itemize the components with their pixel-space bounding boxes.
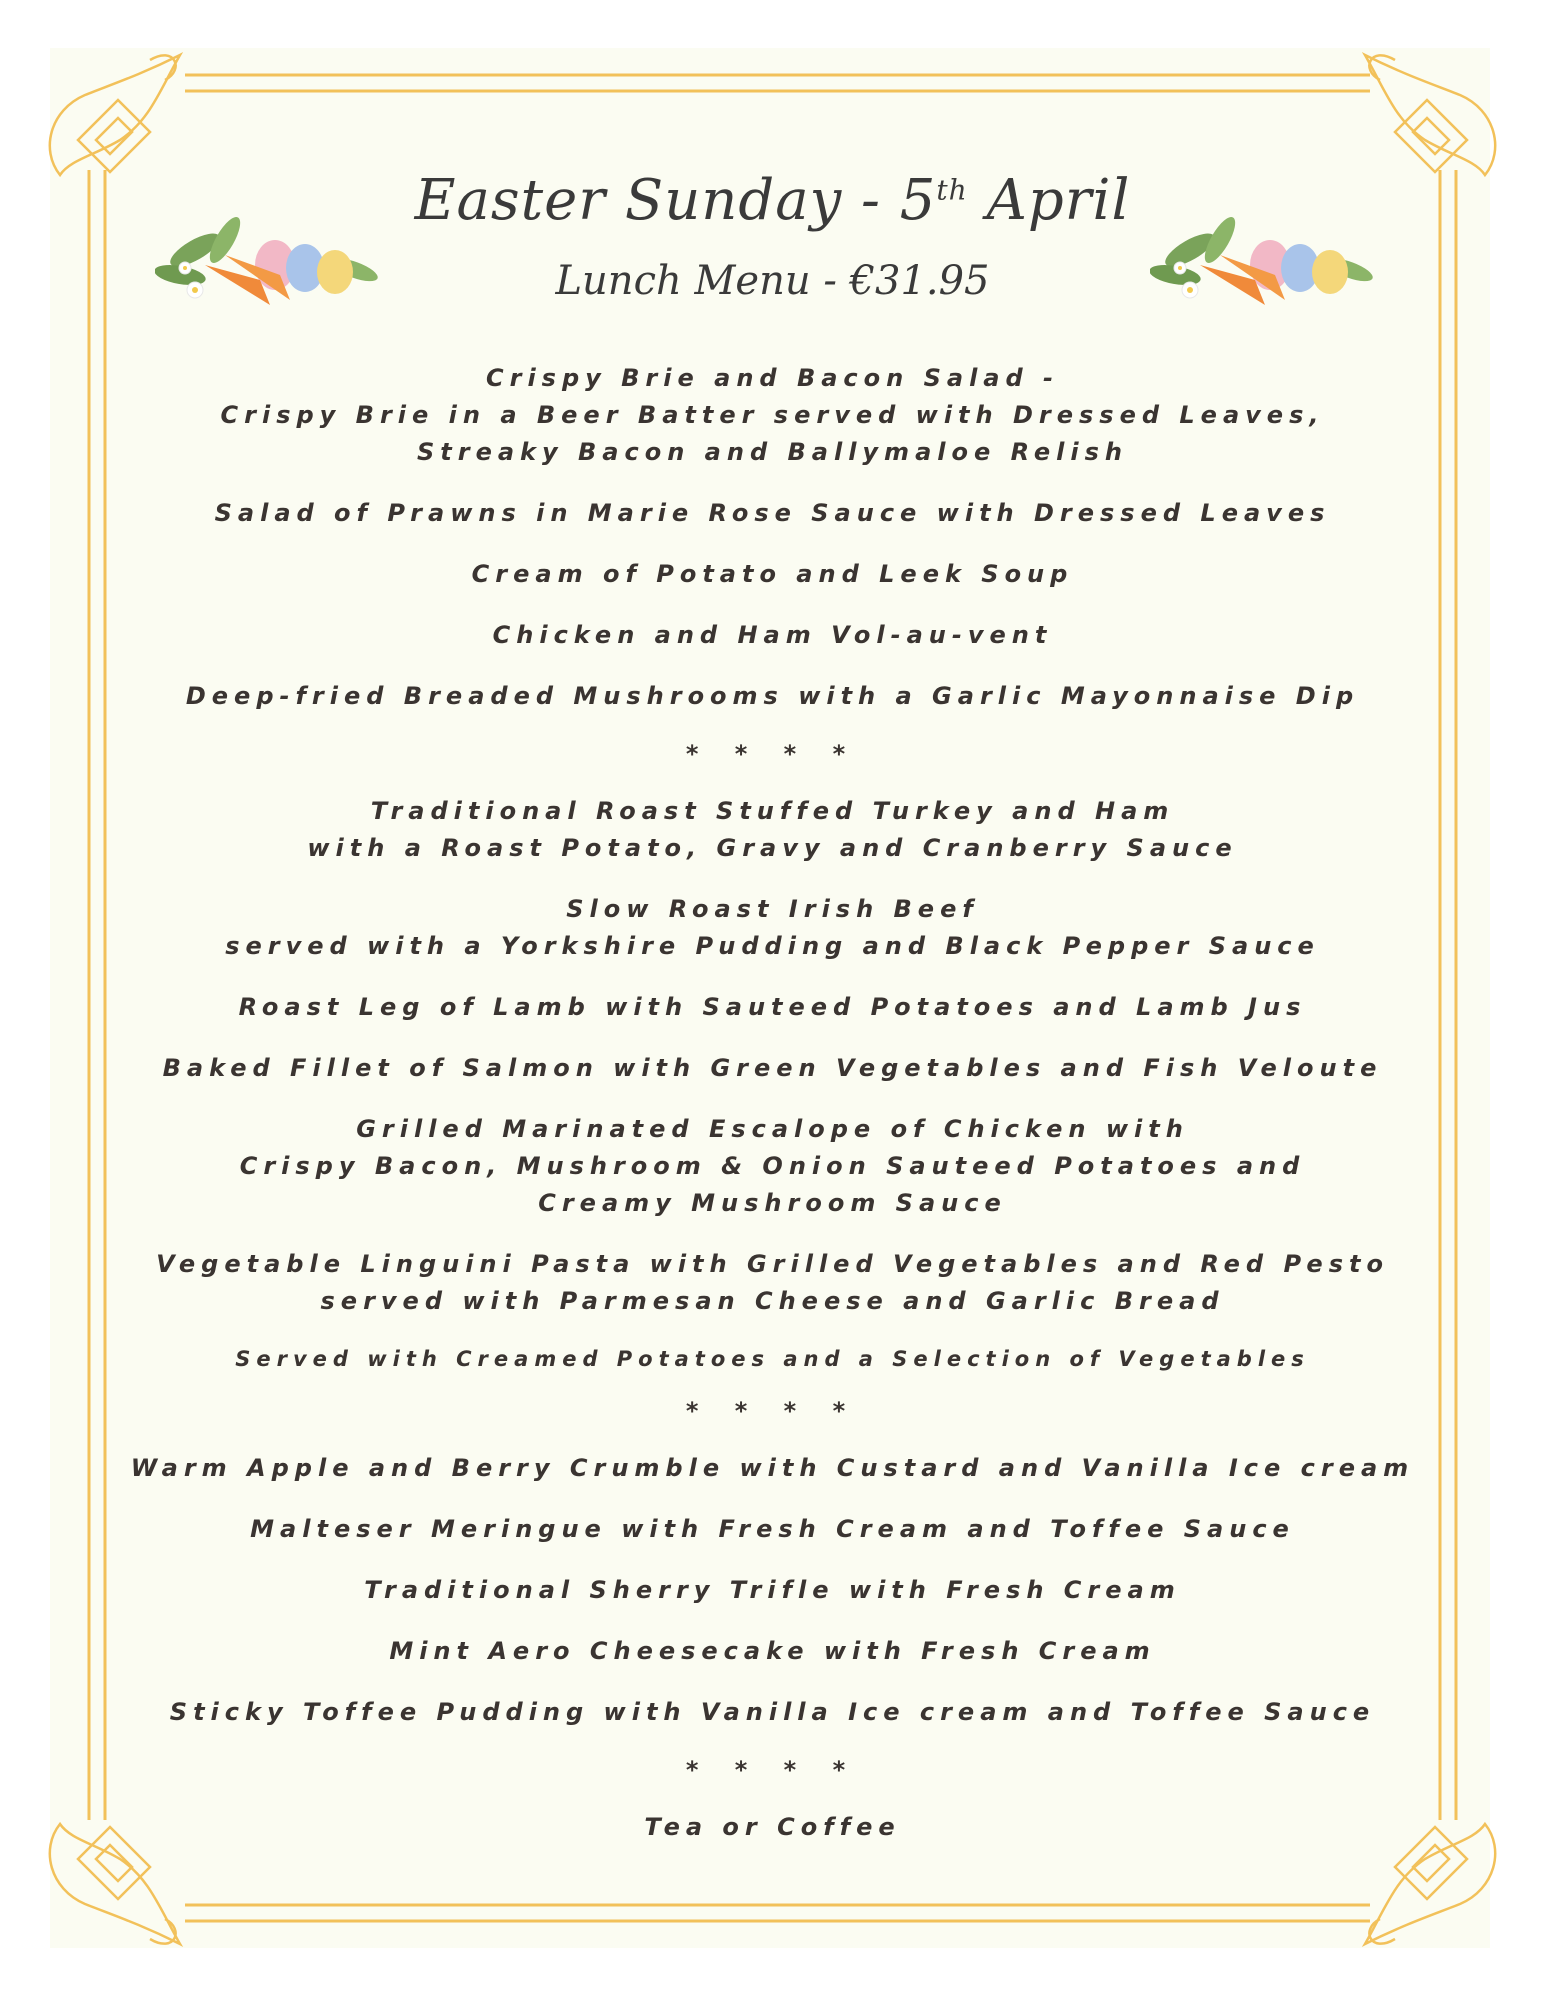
- dessert-item-line: Malteser Meringue with Fresh Cream and Toffee Sauce: [250, 1515, 1295, 1543]
- main-item: [120, 793, 1425, 867]
- title-end: April: [967, 168, 1131, 233]
- starter-item-line: Chicken and Ham Vol-au-vent: [492, 621, 1053, 649]
- starter-item-line: Cream of Potato and Leek Soup: [471, 560, 1074, 588]
- starter-item: [120, 678, 1425, 715]
- main-item: [120, 891, 1425, 965]
- main-item: [120, 1111, 1425, 1222]
- mains-note: Served with Creamed Potatoes and a Selection of Vegetables: [235, 1347, 1310, 1371]
- closing-item: Tea or Coffee: [644, 1813, 901, 1841]
- starter-item-line: Crispy Brie in a Beer Batter served with Dressed Leaves,: [220, 401, 1325, 429]
- main-item: [120, 1050, 1425, 1087]
- main-item-line: served with Parmesan Cheese and Garlic Bread: [320, 1287, 1225, 1315]
- section-separator: * * * *: [685, 1756, 860, 1784]
- starter-item-line: Salad of Prawns in Marie Rose Sauce with Dressed Leaves: [214, 499, 1331, 527]
- starter-item: [120, 360, 1425, 471]
- main-item-line: Vegetable Linguini Pasta with Grilled Vegetables and Red Pesto: [156, 1250, 1389, 1278]
- dessert-item-line: Mint Aero Cheesecake with Fresh Cream: [389, 1637, 1156, 1665]
- dessert-item-line: Warm Apple and Berry Crumble with Custard and Vanilla Ice cream: [130, 1454, 1415, 1482]
- dessert-item: [120, 1511, 1425, 1548]
- main-item-line: with a Roast Potato, Gravy and Cranberry Sauce: [307, 834, 1238, 862]
- title-main: Easter Sunday - 5: [414, 168, 937, 233]
- main-item-line: Crispy Bacon, Mushroom & Onion Sauteed Potatoes and: [239, 1152, 1306, 1180]
- main-item-line: served with a Yorkshire Pudding and Black Pepper Sauce: [225, 932, 1320, 960]
- main-item-line: Slow Roast Irish Beef: [566, 895, 979, 923]
- main-item-line: Creamy Mushroom Sauce: [538, 1189, 1007, 1217]
- main-item-line: Traditional Roast Stuffed Turkey and Ham: [370, 797, 1175, 825]
- section-separator: * * * *: [685, 740, 860, 768]
- title-ordinal: th: [936, 173, 968, 207]
- section-separator: * * * *: [685, 1397, 860, 1425]
- starter-item: [120, 556, 1425, 593]
- starter-item: [120, 495, 1425, 532]
- main-item-line: Baked Fillet of Salmon with Green Vegetables and Fish Veloute: [162, 1054, 1383, 1082]
- main-item: [120, 1246, 1425, 1320]
- dessert-item: [120, 1633, 1425, 1670]
- main-item: [120, 989, 1425, 1026]
- menu-body: [120, 360, 1425, 1870]
- main-item-line: Grilled Marinated Escalope of Chicken with: [356, 1115, 1189, 1143]
- menu-subtitle: Lunch Menu - €31.95: [555, 258, 990, 304]
- starter-item-line: Streaky Bacon and Ballymaloe Relish: [416, 438, 1128, 466]
- dessert-item-line: Sticky Toffee Pudding with Vanilla Ice cream and Toffee Sauce: [169, 1698, 1376, 1726]
- menu-title: [0, 168, 1545, 233]
- dessert-item: [120, 1450, 1425, 1487]
- starter-item-line: Crispy Brie and Bacon Salad -: [486, 364, 1059, 392]
- starter-item: [120, 617, 1425, 654]
- dessert-item-line: Traditional Sherry Trifle with Fresh Cream: [364, 1576, 1181, 1604]
- main-item-line: Roast Leg of Lamb with Sauteed Potatoes and Lamb Jus: [238, 993, 1307, 1021]
- dessert-item: [120, 1572, 1425, 1609]
- starter-item-line: Deep-fried Breaded Mushrooms with a Garlic Mayonnaise Dip: [185, 682, 1360, 710]
- dessert-item: [120, 1694, 1425, 1731]
